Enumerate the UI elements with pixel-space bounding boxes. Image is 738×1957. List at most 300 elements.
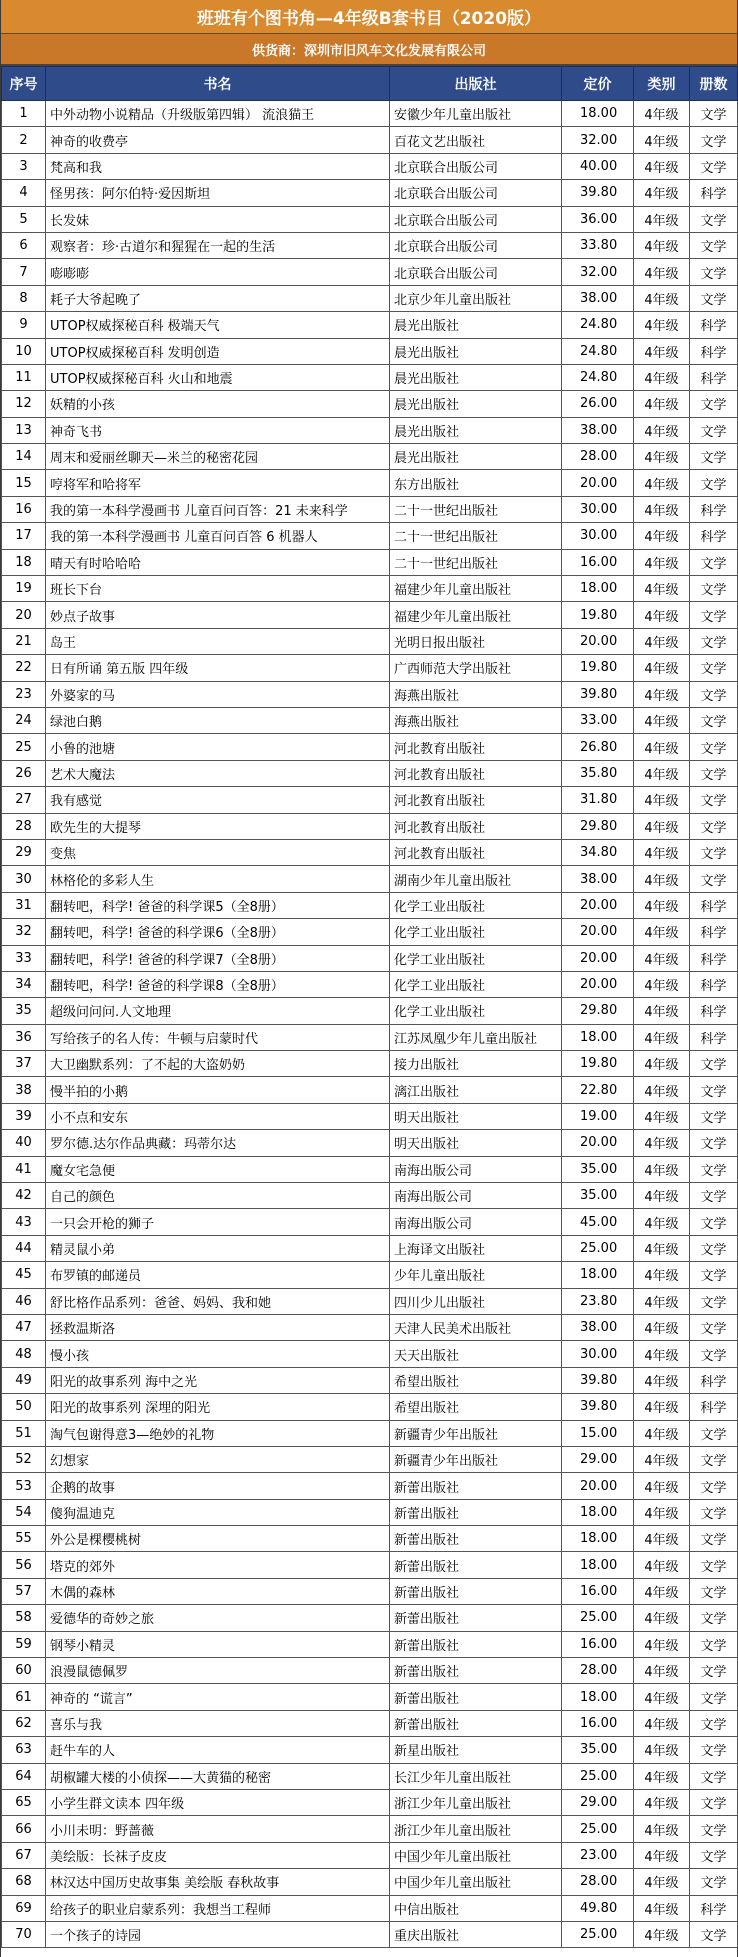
category-cell: 文学: [690, 1314, 738, 1340]
publisher-cell: 新蕾出版社: [390, 1631, 562, 1657]
category-cell: 文学: [690, 101, 738, 127]
column-header-index: 序号: [2, 67, 46, 101]
book-title-cell: 欧先生的大提琴: [46, 813, 390, 839]
row-index-cell: 22: [2, 655, 46, 681]
book-title-cell: 企鹅的故事: [46, 1473, 390, 1499]
grade-cell: 4年级: [634, 576, 690, 602]
price-cell: 25.00: [562, 1921, 634, 1947]
publisher-cell: 安徽少年儿童出版社: [390, 101, 562, 127]
row-index-cell: 66: [2, 1816, 46, 1842]
price-cell: 39.80: [562, 1367, 634, 1393]
category-cell: 文学: [690, 1156, 738, 1182]
category-cell: 文学: [690, 1288, 738, 1314]
table-row: [2, 1077, 738, 1103]
publisher-cell: 新蕾出版社: [390, 1526, 562, 1552]
grade-cell: 4年级: [634, 1341, 690, 1367]
publisher-cell: 新疆青少年出版社: [390, 1446, 562, 1472]
grade-cell: 4年级: [634, 1499, 690, 1525]
row-index-cell: 44: [2, 1235, 46, 1261]
grade-cell: 4年级: [634, 285, 690, 311]
publisher-cell: 北京联合出版公司: [390, 206, 562, 232]
book-title-cell: 超级问问问.人文地理: [46, 998, 390, 1024]
publisher-cell: 化学工业出版社: [390, 919, 562, 945]
row-index-cell: 19: [2, 576, 46, 602]
category-cell: 文学: [690, 153, 738, 179]
price-cell: 20.00: [562, 945, 634, 971]
row-index-cell: 11: [2, 364, 46, 390]
grade-cell: 4年级: [634, 338, 690, 364]
grade-cell: 4年级: [634, 707, 690, 733]
price-cell: 34.80: [562, 839, 634, 865]
grade-cell: 4年级: [634, 1552, 690, 1578]
book-title-cell: 精灵鼠小弟: [46, 1235, 390, 1261]
book-title-cell: 小不点和安东: [46, 1103, 390, 1129]
grade-cell: 4年级: [634, 628, 690, 654]
row-index-cell: 67: [2, 1842, 46, 1868]
grade-cell: 4年级: [634, 760, 690, 786]
category-cell: 科学: [690, 1367, 738, 1393]
price-cell: 16.00: [562, 1631, 634, 1657]
row-index-cell: 61: [2, 1684, 46, 1710]
publisher-cell: 南海出版公司: [390, 1183, 562, 1209]
table-row: [2, 1552, 738, 1578]
book-title-cell: 罗尔德.达尔作品典藏：玛蒂尔达: [46, 1130, 390, 1156]
category-cell: 文学: [690, 1103, 738, 1129]
book-title-cell: 小鲁的池塘: [46, 734, 390, 760]
publisher-cell: 广西师范大学出版社: [390, 655, 562, 681]
publisher-cell: 新星出版社: [390, 1737, 562, 1763]
table-row: [2, 259, 738, 285]
grade-cell: 4年级: [634, 1658, 690, 1684]
category-cell: 文学: [690, 1209, 738, 1235]
publisher-cell: 河北教育出版社: [390, 787, 562, 813]
category-cell: 文学: [690, 866, 738, 892]
table-row: [2, 787, 738, 813]
book-title-cell: 梵高和我: [46, 153, 390, 179]
grade-cell: 4年级: [634, 1130, 690, 1156]
table-row: [2, 1367, 738, 1393]
book-title-cell: 周末和爱丽丝聊天—米兰的秘密花园: [46, 444, 390, 470]
grade-cell: 4年级: [634, 655, 690, 681]
publisher-cell: 化学工业出版社: [390, 945, 562, 971]
grade-cell: 4年级: [634, 681, 690, 707]
row-index-cell: 70: [2, 1921, 46, 1947]
row-index-cell: 59: [2, 1631, 46, 1657]
publisher-cell: 中国少年儿童出版社: [390, 1842, 562, 1868]
category-cell: 文学: [690, 1684, 738, 1710]
price-cell: 32.00: [562, 259, 634, 285]
table-row: [2, 1051, 738, 1077]
table-row: [2, 127, 738, 153]
row-index-cell: 53: [2, 1473, 46, 1499]
category-cell: 文学: [690, 549, 738, 575]
category-cell: 文学: [690, 1235, 738, 1261]
column-header-grade: 类别: [634, 67, 690, 101]
category-cell: 文学: [690, 1842, 738, 1868]
table-row: [2, 1605, 738, 1631]
row-index-cell: 64: [2, 1763, 46, 1789]
publisher-cell: 晨光出版社: [390, 444, 562, 470]
price-cell: 20.00: [562, 892, 634, 918]
category-cell: 文学: [690, 1341, 738, 1367]
row-index-cell: 29: [2, 839, 46, 865]
book-title-cell: 变焦: [46, 839, 390, 865]
price-cell: 23.00: [562, 1842, 634, 1868]
table-row: [2, 655, 738, 681]
table-row: [2, 232, 738, 258]
book-title-cell: 拯救温斯洛: [46, 1314, 390, 1340]
table-row: [2, 1763, 738, 1789]
category-cell: 科学: [690, 364, 738, 390]
grade-cell: 4年级: [634, 787, 690, 813]
grade-cell: 4年级: [634, 1077, 690, 1103]
category-cell: 文学: [690, 232, 738, 258]
publisher-cell: 化学工业出版社: [390, 892, 562, 918]
price-cell: 33.80: [562, 232, 634, 258]
grade-cell: 4年级: [634, 1235, 690, 1261]
publisher-cell: 上海译文出版社: [390, 1235, 562, 1261]
price-cell: 24.80: [562, 364, 634, 390]
row-index-cell: 37: [2, 1051, 46, 1077]
row-index-cell: 62: [2, 1710, 46, 1736]
price-cell: 26.80: [562, 734, 634, 760]
grade-cell: 4年级: [634, 312, 690, 338]
table-row: [2, 1526, 738, 1552]
row-index-cell: 58: [2, 1605, 46, 1631]
publisher-cell: 化学工业出版社: [390, 998, 562, 1024]
row-index-cell: 28: [2, 813, 46, 839]
row-index-cell: 13: [2, 417, 46, 443]
grade-cell: 4年级: [634, 1446, 690, 1472]
publisher-cell: 福建少年儿童出版社: [390, 576, 562, 602]
grade-cell: 4年级: [634, 1710, 690, 1736]
price-cell: 24.80: [562, 338, 634, 364]
row-index-cell: 5: [2, 206, 46, 232]
grade-cell: 4年级: [634, 470, 690, 496]
publisher-cell: 百花文艺出版社: [390, 127, 562, 153]
table-row: [2, 892, 738, 918]
row-index-cell: 2: [2, 127, 46, 153]
price-cell: 19.80: [562, 1051, 634, 1077]
book-title-cell: 一个孩子的诗园: [46, 1921, 390, 1947]
grade-cell: 4年级: [634, 1209, 690, 1235]
publisher-cell: 中信出版社: [390, 1895, 562, 1921]
table-row: [2, 1921, 738, 1947]
grade-cell: 4年级: [634, 1737, 690, 1763]
publisher-cell: 新蕾出版社: [390, 1710, 562, 1736]
price-cell: 20.00: [562, 919, 634, 945]
grade-cell: 4年级: [634, 1288, 690, 1314]
book-title-cell: 哼将军和哈将军: [46, 470, 390, 496]
publisher-cell: 晨光出版社: [390, 312, 562, 338]
grade-cell: 4年级: [634, 417, 690, 443]
price-cell: 39.80: [562, 681, 634, 707]
price-cell: 38.00: [562, 1314, 634, 1340]
table-row: [2, 206, 738, 232]
grade-cell: 4年级: [634, 127, 690, 153]
category-cell: 文学: [690, 470, 738, 496]
row-index-cell: 36: [2, 1024, 46, 1050]
book-title-cell: 喜乐与我: [46, 1710, 390, 1736]
grade-cell: 4年级: [634, 1605, 690, 1631]
row-index-cell: 42: [2, 1183, 46, 1209]
table-row: [2, 1499, 738, 1525]
table-row: [2, 312, 738, 338]
price-cell: 38.00: [562, 285, 634, 311]
book-title-cell: 爱德华的奇妙之旅: [46, 1605, 390, 1631]
book-title-cell: 林格伦的多彩人生: [46, 866, 390, 892]
table-row: [2, 1710, 738, 1736]
price-cell: 38.00: [562, 417, 634, 443]
price-cell: 25.00: [562, 1763, 634, 1789]
publisher-cell: 河北教育出版社: [390, 760, 562, 786]
book-title-cell: 外公是棵樱桃树: [46, 1526, 390, 1552]
price-cell: 20.00: [562, 1130, 634, 1156]
row-index-cell: 1: [2, 101, 46, 127]
publisher-cell: 化学工业出版社: [390, 971, 562, 997]
table-row: [2, 1341, 738, 1367]
book-title-cell: 小川未明：野蔷薇: [46, 1816, 390, 1842]
row-index-cell: 25: [2, 734, 46, 760]
publisher-cell: 明天出版社: [390, 1103, 562, 1129]
book-table: [1, 66, 738, 1948]
book-title-cell: 神奇飞书: [46, 417, 390, 443]
grade-cell: 4年级: [634, 602, 690, 628]
price-cell: 16.00: [562, 549, 634, 575]
category-cell: 文学: [690, 655, 738, 681]
publisher-cell: 新蕾出版社: [390, 1605, 562, 1631]
grade-cell: 4年级: [634, 1526, 690, 1552]
book-title-cell: UTOP权威探秘百科 发明创造: [46, 338, 390, 364]
table-row: [2, 866, 738, 892]
price-cell: 40.00: [562, 153, 634, 179]
book-title-cell: 赶牛车的人: [46, 1737, 390, 1763]
grade-cell: 4年级: [634, 1816, 690, 1842]
publisher-cell: 希望出版社: [390, 1394, 562, 1420]
category-cell: 科学: [690, 998, 738, 1024]
table-row: [2, 285, 738, 311]
grade-cell: 4年级: [634, 1473, 690, 1499]
price-cell: 23.80: [562, 1288, 634, 1314]
row-index-cell: 20: [2, 602, 46, 628]
book-title-cell: 岛王: [46, 628, 390, 654]
table-row: [2, 1394, 738, 1420]
price-cell: 19.80: [562, 655, 634, 681]
column-header-type: 册数: [690, 67, 738, 101]
publisher-cell: 希望出版社: [390, 1367, 562, 1393]
book-title-cell: 我有感觉: [46, 787, 390, 813]
book-title-cell: 魔女宅急便: [46, 1156, 390, 1182]
grade-cell: 4年级: [634, 1183, 690, 1209]
category-cell: 文学: [690, 734, 738, 760]
price-cell: 29.00: [562, 1790, 634, 1816]
grade-cell: 4年级: [634, 1578, 690, 1604]
grade-cell: 4年级: [634, 391, 690, 417]
category-cell: 文学: [690, 628, 738, 654]
table-row: [2, 1816, 738, 1842]
row-index-cell: 38: [2, 1077, 46, 1103]
row-index-cell: 48: [2, 1341, 46, 1367]
book-title-cell: 我的第一本科学漫画书 儿童百问百答 6 机器人: [46, 523, 390, 549]
row-index-cell: 34: [2, 971, 46, 997]
grade-cell: 4年级: [634, 919, 690, 945]
row-index-cell: 32: [2, 919, 46, 945]
book-title-cell: 怪男孩：阿尔伯特·爱因斯坦: [46, 180, 390, 206]
price-cell: 19.00: [562, 1103, 634, 1129]
category-cell: 文学: [690, 576, 738, 602]
row-index-cell: 31: [2, 892, 46, 918]
grade-cell: 4年级: [634, 259, 690, 285]
price-cell: 18.00: [562, 1684, 634, 1710]
table-row: [2, 1420, 738, 1446]
category-cell: 文学: [690, 1605, 738, 1631]
book-title-cell: 胡椒罐大楼的小侦探——大黄猫的秘密: [46, 1763, 390, 1789]
table-row: [2, 1842, 738, 1868]
category-cell: 文学: [690, 1552, 738, 1578]
category-cell: 文学: [690, 417, 738, 443]
grade-cell: 4年级: [634, 1763, 690, 1789]
category-cell: 科学: [690, 180, 738, 206]
price-cell: 28.00: [562, 444, 634, 470]
book-title-cell: 妙点子故事: [46, 602, 390, 628]
table-row: [2, 523, 738, 549]
category-cell: 文学: [690, 1869, 738, 1895]
price-cell: 39.80: [562, 1394, 634, 1420]
row-index-cell: 30: [2, 866, 46, 892]
price-cell: 35.00: [562, 1156, 634, 1182]
table-row: [2, 1183, 738, 1209]
grade-cell: 4年级: [634, 444, 690, 470]
table-row: [2, 1658, 738, 1684]
price-cell: 16.00: [562, 1710, 634, 1736]
table-row: [2, 1869, 738, 1895]
row-index-cell: 24: [2, 707, 46, 733]
row-index-cell: 8: [2, 285, 46, 311]
book-title-cell: 一只会开枪的狮子: [46, 1209, 390, 1235]
category-cell: 文学: [690, 1921, 738, 1947]
grade-cell: 4年级: [634, 153, 690, 179]
price-cell: 35.00: [562, 1183, 634, 1209]
table-row: [2, 1024, 738, 1050]
price-cell: 39.80: [562, 180, 634, 206]
table-row: [2, 444, 738, 470]
grade-cell: 4年级: [634, 839, 690, 865]
category-cell: 科学: [690, 338, 738, 364]
row-index-cell: 63: [2, 1737, 46, 1763]
book-title-cell: 慢半拍的小鹅: [46, 1077, 390, 1103]
table-row: [2, 1737, 738, 1763]
table-row: [2, 1314, 738, 1340]
publisher-cell: 北京联合出版公司: [390, 232, 562, 258]
book-title-cell: 观察者：珍·古道尔和猩猩在一起的生活: [46, 232, 390, 258]
table-row: [2, 549, 738, 575]
table-row: [2, 153, 738, 179]
price-cell: 19.80: [562, 602, 634, 628]
book-title-cell: 钢琴小精灵: [46, 1631, 390, 1657]
book-title-cell: 写给孩子的名人传：牛顿与启蒙时代: [46, 1024, 390, 1050]
table-row: [2, 180, 738, 206]
category-cell: 文学: [690, 1816, 738, 1842]
grade-cell: 4年级: [634, 523, 690, 549]
category-cell: 文学: [690, 760, 738, 786]
grade-cell: 4年级: [634, 549, 690, 575]
table-row: [2, 1895, 738, 1921]
publisher-cell: 新蕾出版社: [390, 1684, 562, 1710]
book-title-cell: 班长下台: [46, 576, 390, 602]
row-index-cell: 6: [2, 232, 46, 258]
publisher-cell: 北京少年儿童出版社: [390, 285, 562, 311]
publisher-cell: 中国少年儿童出版社: [390, 1869, 562, 1895]
price-cell: 16.00: [562, 1578, 634, 1604]
supplier-line: 供货商：深圳市旧风车文化发展有限公司: [1, 34, 737, 66]
book-title-cell: 神奇的收费亭: [46, 127, 390, 153]
row-index-cell: 18: [2, 549, 46, 575]
row-index-cell: 16: [2, 496, 46, 522]
book-title-cell: 阳光的故事系列 深埋的阳光: [46, 1394, 390, 1420]
publisher-cell: 河北教育出版社: [390, 839, 562, 865]
row-index-cell: 50: [2, 1394, 46, 1420]
book-title-cell: 自己的颜色: [46, 1183, 390, 1209]
row-index-cell: 60: [2, 1658, 46, 1684]
category-cell: 文学: [690, 1051, 738, 1077]
category-cell: 文学: [690, 839, 738, 865]
table-row: [2, 417, 738, 443]
book-title-cell: 嘭嘭嘭: [46, 259, 390, 285]
category-cell: 科学: [690, 945, 738, 971]
grade-cell: 4年级: [634, 496, 690, 522]
publisher-cell: 海燕出版社: [390, 707, 562, 733]
category-cell: 文学: [690, 1262, 738, 1288]
table-row: [2, 1156, 738, 1182]
grade-cell: 4年级: [634, 866, 690, 892]
publisher-cell: 重庆出版社: [390, 1921, 562, 1947]
book-title-cell: UTOP权威探秘百科 火山和地震: [46, 364, 390, 390]
category-cell: 文学: [690, 707, 738, 733]
sheet-title: 班班有个图书角—4年级B套书目（2020版）: [1, 0, 737, 34]
publisher-cell: 二十一世纪出版社: [390, 496, 562, 522]
row-index-cell: 57: [2, 1578, 46, 1604]
table-row: [2, 839, 738, 865]
category-cell: 文学: [690, 1710, 738, 1736]
book-title-cell: 长发妹: [46, 206, 390, 232]
row-index-cell: 17: [2, 523, 46, 549]
table-row: [2, 1684, 738, 1710]
publisher-cell: 晨光出版社: [390, 364, 562, 390]
price-cell: 18.00: [562, 1262, 634, 1288]
row-index-cell: 33: [2, 945, 46, 971]
grade-cell: 4年级: [634, 1051, 690, 1077]
category-cell: 科学: [690, 1895, 738, 1921]
row-index-cell: 56: [2, 1552, 46, 1578]
publisher-cell: 新蕾出版社: [390, 1552, 562, 1578]
book-title-cell: 傻狗温迪克: [46, 1499, 390, 1525]
publisher-cell: 南海出版公司: [390, 1209, 562, 1235]
grade-cell: 4年级: [634, 1314, 690, 1340]
table-row: [2, 602, 738, 628]
price-cell: 25.00: [562, 1235, 634, 1261]
grade-cell: 4年级: [634, 1103, 690, 1129]
table-row: [2, 945, 738, 971]
book-title-cell: 神奇的 “谎言”: [46, 1684, 390, 1710]
grade-cell: 4年级: [634, 1684, 690, 1710]
table-row: [2, 707, 738, 733]
category-cell: 文学: [690, 1130, 738, 1156]
row-index-cell: 10: [2, 338, 46, 364]
grade-cell: 4年级: [634, 971, 690, 997]
publisher-cell: 接力出版社: [390, 1051, 562, 1077]
row-index-cell: 43: [2, 1209, 46, 1235]
publisher-cell: 漓江出版社: [390, 1077, 562, 1103]
